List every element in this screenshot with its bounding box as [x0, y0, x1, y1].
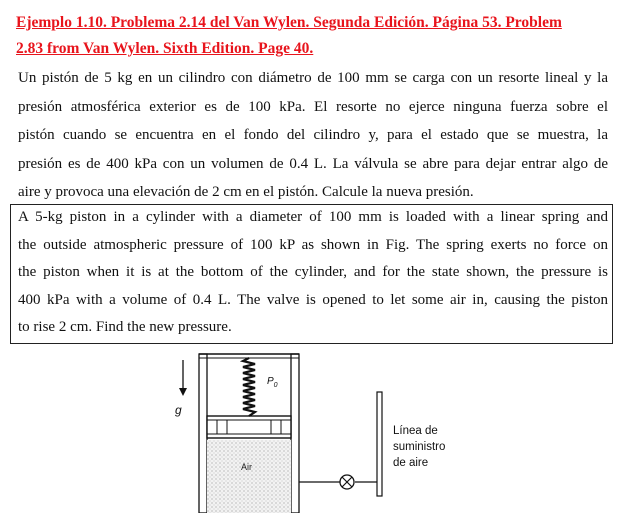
english-problem-statement — [18, 204, 608, 342]
supply-label-line-3: de aire — [393, 457, 429, 469]
es-line-2: presión atmosférica exterior es de 100 kPa. El resorte no ejerce ninguna fuerza sobre el — [18, 98, 608, 115]
en-line-4: 400 kPa with a volume of 0.4 L. The valve is opened to let some air in, causing the piston — [18, 291, 608, 308]
es-line-5: aire y provoca una elevación de 2 cm en el pistón. Calcule la nueva presión. — [18, 184, 474, 200]
example-title — [16, 10, 616, 62]
spanish-problem-statement — [18, 64, 608, 207]
es-line-4: presión es de 400 kPa con un volumen de 0.4 L. La válvula se abre para dejar entrar algo de — [18, 155, 608, 172]
es-line-1: Un pistón de 5 kg en un cilindro con diámetro de 100 mm se carga con un resorte lineal y la — [18, 70, 608, 86]
en-line-1: A 5-kg piston in a cylinder with a diameter of 100 mm is loaded with a linear spring and — [18, 209, 608, 225]
air-label: Air — [241, 462, 252, 472]
gravity-arrow-icon — [179, 360, 187, 396]
es-line-3: pistón cuando se encuentra en el fondo del cilindro y, para el estado que se muestra, la — [18, 127, 608, 143]
piston-cylinder-figure — [155, 350, 475, 513]
en-line-2: the outside atmospheric pressure of 100 kP as shown in Fig. The spring exerts no force on — [18, 236, 608, 253]
linear-spring — [243, 358, 255, 416]
supply-label-line-1: Línea de — [393, 425, 438, 437]
title-line-1: Ejemplo 1.10. Problema 2.14 del Van Wylen. Segunda Edición. Página 53. Problem — [16, 14, 562, 31]
valve-icon — [340, 475, 354, 489]
supply-label-line-2: suministro — [393, 441, 446, 453]
supply-line-label — [393, 425, 445, 469]
title-line-2: 2.83 from Van Wylen. Sixth Edition. Page 40. — [16, 40, 314, 57]
en-line-3: the piston when it is at the bottom of the cylinder, and for the state shown, the pressure is — [18, 264, 608, 280]
air-region — [207, 440, 291, 513]
atmospheric-pressure-label: $P_0$ — [267, 376, 278, 389]
en-line-5: to rise 2 cm. Find the new pressure. — [18, 319, 232, 335]
piston — [207, 416, 291, 438]
gravity-label: g — [175, 403, 182, 417]
